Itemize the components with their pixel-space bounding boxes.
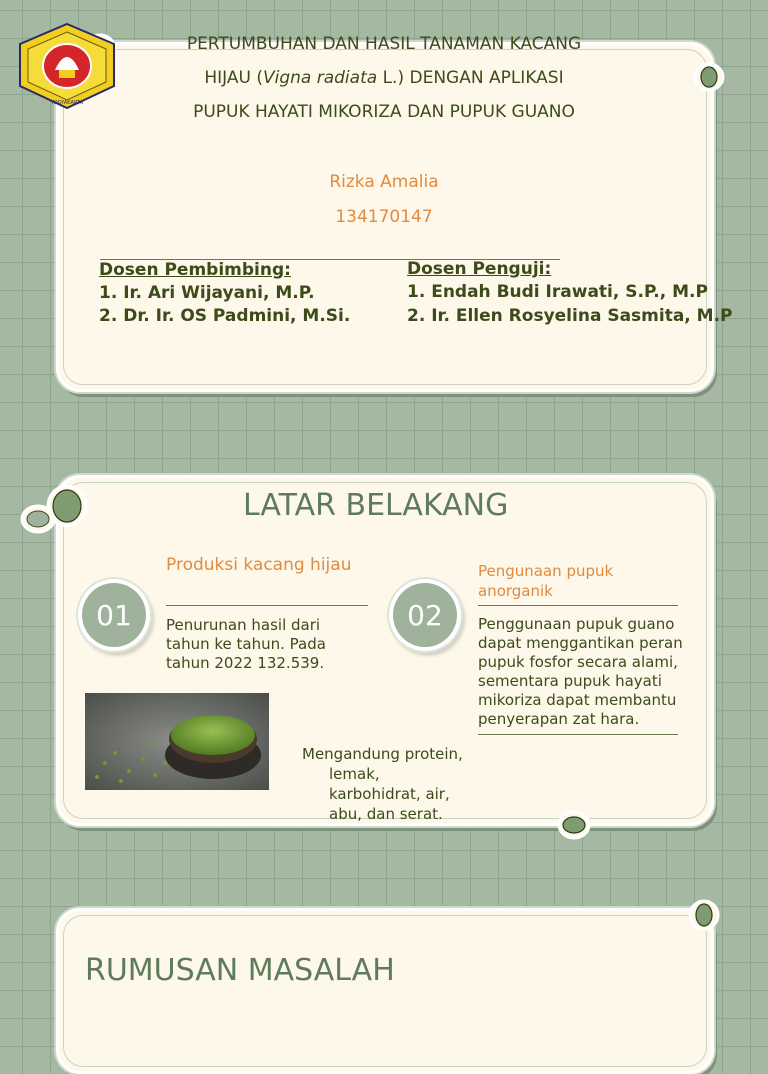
section-title-latar-belakang: LATAR BELAKANG (243, 488, 509, 523)
title-line-3: PUPUK HAYATI MIKORIZA DAN PUPUK GUANO (193, 102, 575, 122)
mung-bean-photo (85, 693, 269, 790)
supervisor-heading-colon: : (284, 260, 291, 280)
content-text-line-1: Mengandung protein, (302, 745, 463, 763)
supervisor-1: 1. Ir. Ari Wijayani, M.P. (99, 283, 315, 303)
point-2-heading: Pengunaan pupuk anorganik (478, 562, 614, 600)
examiner-heading: Dosen Penguji: (407, 259, 552, 279)
supervisor-heading-text: Dosen Pembimbing (99, 260, 285, 280)
examiner-2: 2. Ir. Ellen Rosyelina Sasmita, M.P (407, 306, 733, 326)
title-line-2-suffix: L.) DENGAN APLIKASI (377, 68, 564, 88)
scientific-name: Vigna radiata (263, 68, 378, 88)
seed-decoration-icon (687, 898, 721, 932)
title-line-1: PERTUMBUHAN DAN HASIL TANAMAN KACANG (186, 34, 582, 54)
seed-cluster-icon (20, 484, 90, 536)
point-2-text: Penggunaan pupuk guano dapat menggantikan peran pupuk fosfor secara alami, sementara pupuk hayati mikoriza dapat membantu penyerapan zat hara. (478, 615, 683, 728)
examiner-1: 1. Endah Budi Irawati, S.P., M.P (407, 282, 708, 302)
author-name: Rizka Amalia (329, 172, 439, 192)
point-number-01: 01 (82, 583, 146, 647)
content-text (302, 744, 482, 824)
point-2-bottom-divider (478, 734, 678, 735)
seed-decoration-icon (556, 808, 592, 842)
title-line-2-prefix: HIJAU ( (204, 68, 263, 88)
student-id: 134170147 (335, 207, 433, 227)
svg-text:YOGYAKARTA: YOGYAKARTA (50, 100, 84, 106)
section-title-rumusan-masalah: RUMUSAN MASALAH (85, 953, 395, 988)
point-1-heading: Produksi kacang hijau (166, 555, 352, 575)
supervisor-2: 2. Dr. Ir. OS Padmini, M.Si. (99, 306, 351, 326)
problem-slide-card (56, 908, 714, 1074)
content-text-rest: lemak, karbohidrat, air, abu, dan serat. (329, 765, 450, 823)
point-1-text: Penurunan hasil dari tahun ke tahun. Pada tahun 2022 132.539. (166, 616, 326, 672)
point-number-02: 02 (393, 583, 457, 647)
point-1-divider (166, 605, 368, 606)
title-line-2 (0, 68, 768, 88)
point-2-divider (478, 605, 678, 606)
supervisor-heading (99, 260, 291, 280)
